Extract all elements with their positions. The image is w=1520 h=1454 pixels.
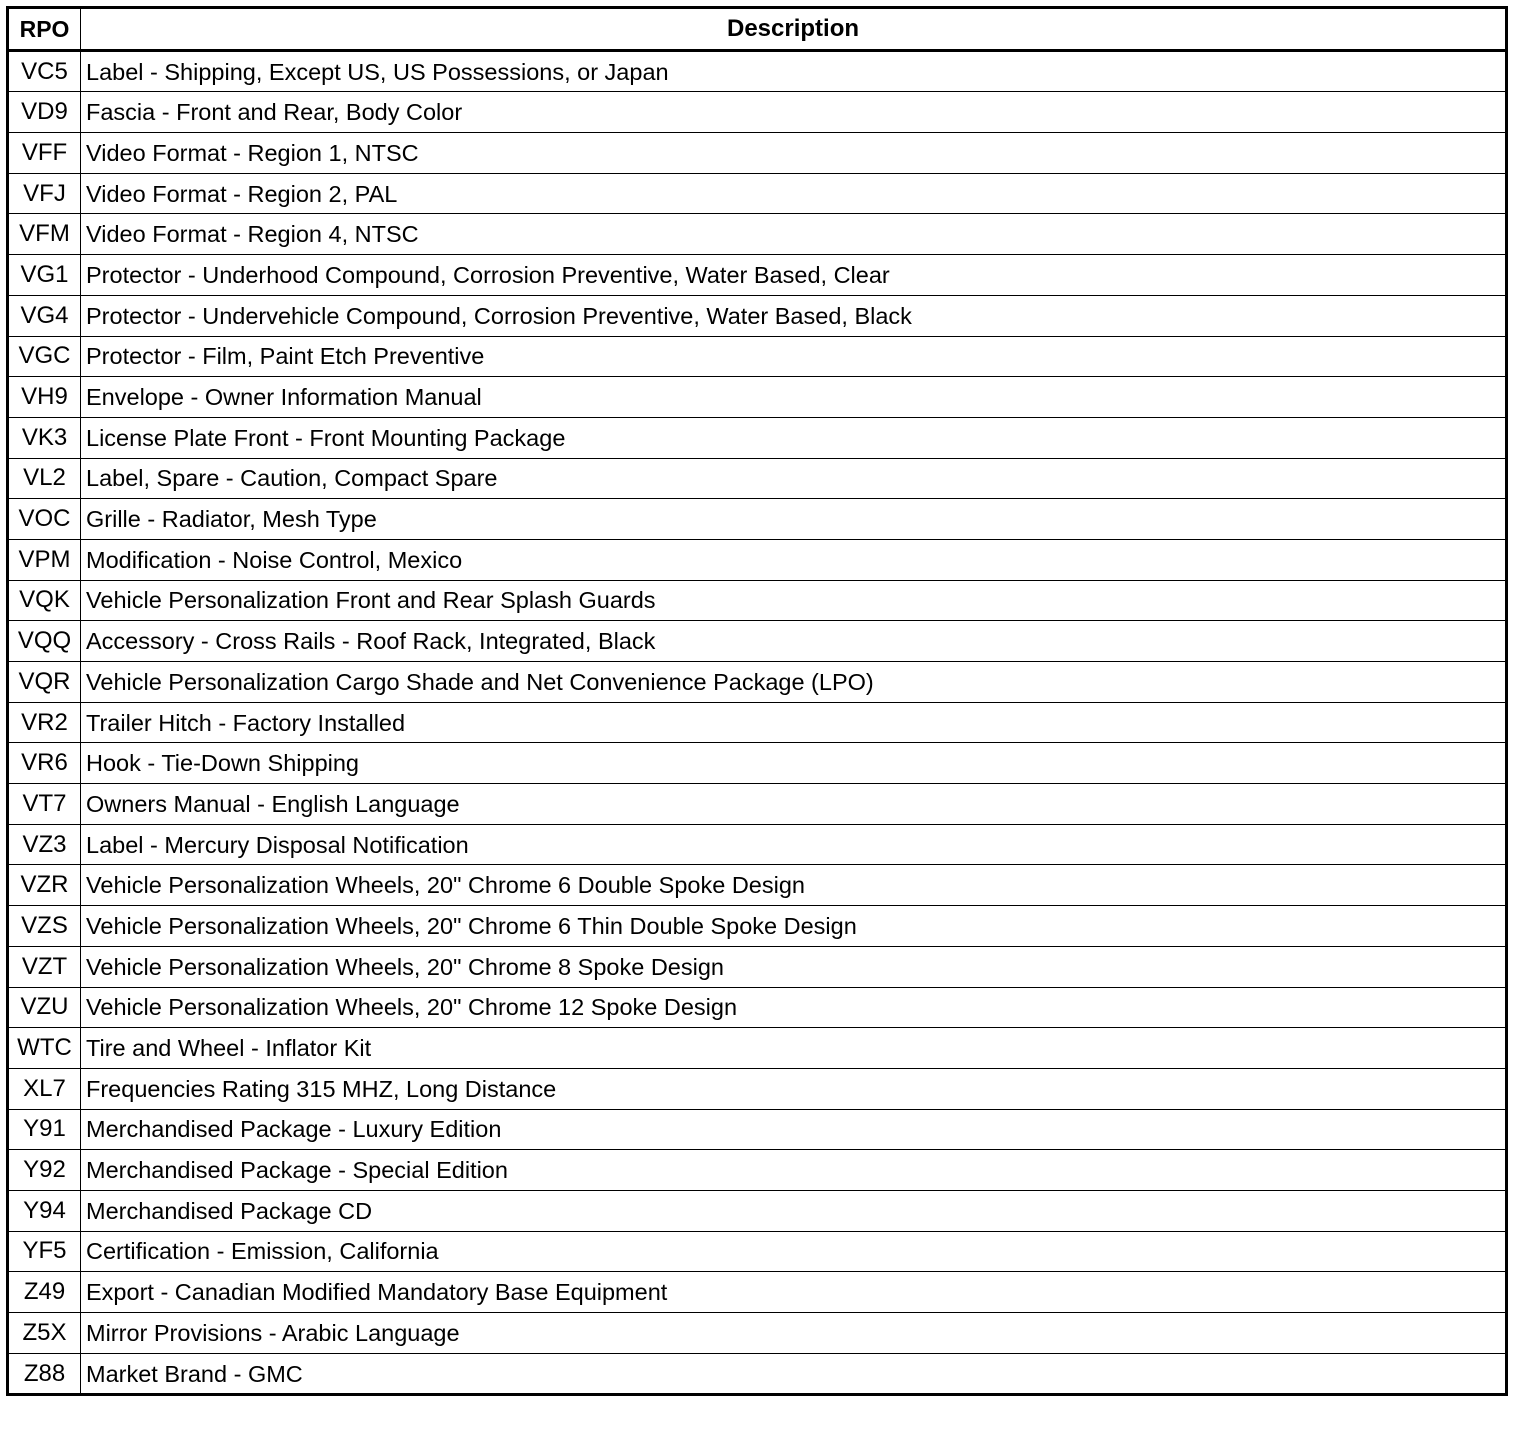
description-cell: Certification - Emission, California (81, 1231, 1507, 1272)
rpo-code-cell: VG4 (8, 295, 81, 336)
table-row (8, 1231, 1507, 1272)
rpo-code-cell: VZS (8, 906, 81, 947)
table-row (8, 295, 1507, 336)
rpo-code-cell: Y92 (8, 1150, 81, 1191)
rpo-code-cell: XL7 (8, 1068, 81, 1109)
description-cell: Mirror Provisions - Arabic Language (81, 1313, 1507, 1354)
description-cell: Market Brand - GMC (81, 1353, 1507, 1395)
table-body (8, 50, 1507, 1395)
table-row (8, 743, 1507, 784)
table-row (8, 133, 1507, 174)
table-row (8, 50, 1507, 92)
description-cell: Fascia - Front and Rear, Body Color (81, 92, 1507, 133)
rpo-code-cell: VR6 (8, 743, 81, 784)
rpo-code-cell: Z5X (8, 1313, 81, 1354)
description-cell: License Plate Front - Front Mounting Package (81, 417, 1507, 458)
rpo-document (6, 6, 1508, 1396)
rpo-code-cell: VFJ (8, 173, 81, 214)
table-row (8, 1313, 1507, 1354)
description-cell: Modification - Noise Control, Mexico (81, 539, 1507, 580)
rpo-column-header: RPO (8, 8, 81, 51)
table-header (8, 8, 1507, 51)
table-row (8, 173, 1507, 214)
description-cell: Merchandised Package - Luxury Edition (81, 1109, 1507, 1150)
rpo-code-cell: VL2 (8, 458, 81, 499)
rpo-code-cell: Z88 (8, 1353, 81, 1395)
rpo-code-cell: VG1 (8, 255, 81, 296)
rpo-code-cell: Y94 (8, 1190, 81, 1231)
rpo-code-cell: VC5 (8, 50, 81, 92)
table-row (8, 621, 1507, 662)
table-row (8, 499, 1507, 540)
description-cell: Video Format - Region 2, PAL (81, 173, 1507, 214)
table-row (8, 458, 1507, 499)
table-row (8, 987, 1507, 1028)
rpo-code-cell: VK3 (8, 417, 81, 458)
description-cell: Export - Canadian Modified Mandatory Base Equipment (81, 1272, 1507, 1313)
rpo-code-cell: VZ3 (8, 824, 81, 865)
table-row (8, 214, 1507, 255)
table-row (8, 92, 1507, 133)
table-row (8, 1353, 1507, 1395)
description-cell: Tire and Wheel - Inflator Kit (81, 1028, 1507, 1069)
rpo-code-cell: VZT (8, 946, 81, 987)
description-cell: Video Format - Region 4, NTSC (81, 214, 1507, 255)
rpo-code-cell: VZR (8, 865, 81, 906)
table-row (8, 784, 1507, 825)
rpo-table (6, 6, 1508, 1396)
table-row (8, 1109, 1507, 1150)
description-cell: Protector - Film, Paint Etch Preventive (81, 336, 1507, 377)
table-row (8, 946, 1507, 987)
description-cell: Label, Spare - Caution, Compact Spare (81, 458, 1507, 499)
table-row (8, 824, 1507, 865)
table-row (8, 1150, 1507, 1191)
rpo-code-cell: VPM (8, 539, 81, 580)
description-cell: Protector - Underhood Compound, Corrosion Preventive, Water Based, Clear (81, 255, 1507, 296)
description-cell: Hook - Tie-Down Shipping (81, 743, 1507, 784)
description-cell: Vehicle Personalization Wheels, 20" Chrome 6 Thin Double Spoke Design (81, 906, 1507, 947)
table-row (8, 255, 1507, 296)
table-row (8, 662, 1507, 703)
rpo-code-cell: VQR (8, 662, 81, 703)
table-row (8, 702, 1507, 743)
table-row (8, 377, 1507, 418)
description-cell: Accessory - Cross Rails - Roof Rack, Integrated, Black (81, 621, 1507, 662)
description-cell: Merchandised Package - Special Edition (81, 1150, 1507, 1191)
description-cell: Trailer Hitch - Factory Installed (81, 702, 1507, 743)
description-cell: Label - Shipping, Except US, US Possessions, or Japan (81, 50, 1507, 92)
rpo-code-cell: VGC (8, 336, 81, 377)
table-row (8, 336, 1507, 377)
description-cell: Video Format - Region 1, NTSC (81, 133, 1507, 174)
description-cell: Grille - Radiator, Mesh Type (81, 499, 1507, 540)
rpo-code-cell: VR2 (8, 702, 81, 743)
table-row (8, 906, 1507, 947)
description-cell: Vehicle Personalization Wheels, 20" Chrome 6 Double Spoke Design (81, 865, 1507, 906)
table-row (8, 417, 1507, 458)
rpo-code-cell: WTC (8, 1028, 81, 1069)
rpo-code-cell: VQK (8, 580, 81, 621)
rpo-code-cell: VH9 (8, 377, 81, 418)
rpo-code-cell: VZU (8, 987, 81, 1028)
rpo-code-cell: Y91 (8, 1109, 81, 1150)
rpo-code-cell: VQQ (8, 621, 81, 662)
description-cell: Merchandised Package CD (81, 1190, 1507, 1231)
rpo-code-cell: VD9 (8, 92, 81, 133)
description-cell: Frequencies Rating 315 MHZ, Long Distance (81, 1068, 1507, 1109)
rpo-code-cell: VFM (8, 214, 81, 255)
description-cell: Vehicle Personalization Front and Rear Splash Guards (81, 580, 1507, 621)
description-column-header: Description (81, 8, 1507, 51)
description-cell: Vehicle Personalization Cargo Shade and Net Convenience Package (LPO) (81, 662, 1507, 703)
rpo-code-cell: YF5 (8, 1231, 81, 1272)
table-row (8, 1028, 1507, 1069)
description-cell: Protector - Undervehicle Compound, Corrosion Preventive, Water Based, Black (81, 295, 1507, 336)
rpo-code-cell: Z49 (8, 1272, 81, 1313)
description-cell: Owners Manual - English Language (81, 784, 1507, 825)
rpo-code-cell: VT7 (8, 784, 81, 825)
description-cell: Vehicle Personalization Wheels, 20" Chrome 12 Spoke Design (81, 987, 1507, 1028)
table-row (8, 1068, 1507, 1109)
description-cell: Vehicle Personalization Wheels, 20" Chrome 8 Spoke Design (81, 946, 1507, 987)
table-row (8, 865, 1507, 906)
header-row (8, 8, 1507, 51)
table-row (8, 539, 1507, 580)
rpo-code-cell: VOC (8, 499, 81, 540)
table-row (8, 1190, 1507, 1231)
description-cell: Envelope - Owner Information Manual (81, 377, 1507, 418)
description-cell: Label - Mercury Disposal Notification (81, 824, 1507, 865)
table-row (8, 580, 1507, 621)
table-row (8, 1272, 1507, 1313)
rpo-code-cell: VFF (8, 133, 81, 174)
